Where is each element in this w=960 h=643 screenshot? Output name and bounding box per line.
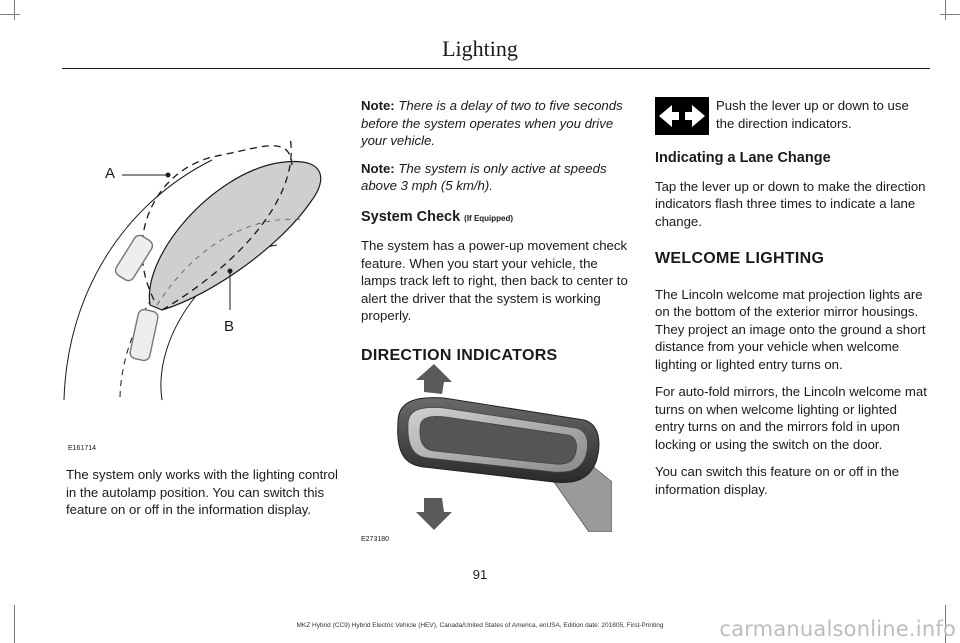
page-title: Lighting: [442, 36, 518, 61]
beam-pattern-shaded: [149, 161, 320, 310]
direction-indicators-heading: DIRECTION INDICATORS: [361, 346, 558, 364]
right-column: [655, 150, 929, 508]
adaptive-headlamp-diagram: [62, 125, 342, 410]
crop-mark-top-left-v: [14, 0, 15, 20]
vehicle-front: [113, 233, 154, 283]
turn-signal-lever-diagram: [384, 362, 612, 532]
lane-change-heading: Indicating a Lane Change: [655, 150, 831, 166]
icon-caption-text: Push the lever up or down to use the direction indicators.: [716, 98, 909, 131]
edition-footer: MKZ Hybrid (CC9) Hybrid Electric Vehicle (HEV), Canada/United States of America, enUSA, Edition date: 201805, First-Printing: [296, 622, 664, 629]
vehicle-rear: [129, 308, 159, 361]
crop-mark-top-right-h: [940, 14, 960, 15]
welcome-paragraph-3: You can switch this feature on or off in the information display.: [655, 464, 900, 497]
left-column-text: [66, 466, 340, 529]
callout-b-dot: [228, 269, 233, 274]
lane-change-paragraph: Tap the lever up or down to make the direction indicators flash three times to indicate a lane change.: [655, 178, 926, 229]
turn-signal-arrows-icon: [655, 97, 709, 135]
welcome-lighting-heading: WELCOME LIGHTING: [655, 250, 825, 267]
figure-id-middle: E273180: [361, 536, 390, 543]
callout-a-dot: [166, 173, 171, 178]
note-label: Note:: [361, 98, 395, 113]
figure-id-left: E161714: [68, 445, 97, 452]
system-check-paragraph: The system has a power-up movement check feature. When you start your vehicle, the lamps track left to right, then back to center to alert the driver that the system is working properly.: [361, 238, 628, 323]
callout-label-a: A: [105, 165, 116, 182]
left-paragraph: The system only works with the lighting control in the autolamp position. You can switch this feature on or off in the information display.: [66, 467, 338, 517]
arrow-up-shape: [416, 364, 452, 394]
heading-text: System Check: [361, 208, 461, 225]
system-check-heading: [361, 209, 633, 228]
callout-label-b: B: [224, 318, 235, 335]
crop-mark-top-left-h: [0, 14, 20, 15]
welcome-paragraph-2: For auto-fold mirrors, the Lincoln welcome mat turns on when welcome lighting or lighted entry turns on and the mirrors fold in upon locking or using the switch on the door.: [655, 384, 927, 452]
note-text: The system is only active at speeds above 3 mph (5 km/h).: [361, 160, 607, 193]
note-delay: [361, 97, 633, 150]
crop-mark-top-right-v: [945, 0, 946, 20]
welcome-paragraph-1: The Lincoln welcome mat projection lights are on the bottom of the exterior mirror housings. They project an image onto the ground a short distance from your vehicle when welcome lighting or lighted entry turns on.: [655, 286, 926, 372]
middle-column: [361, 97, 633, 382]
header-divider: [62, 68, 930, 69]
icon-caption: [716, 97, 926, 142]
watermark: carmanualsonline.info: [719, 617, 956, 641]
note-label: Note:: [361, 160, 395, 176]
arrow-down-shape: [416, 498, 452, 530]
heading-suffix: (If Equipped): [464, 213, 514, 223]
note-text: There is a delay of two to five seconds before the system operates when you drive your vehicle.: [361, 98, 623, 148]
note-speed: [361, 160, 633, 195]
page-number: 91: [472, 567, 488, 582]
